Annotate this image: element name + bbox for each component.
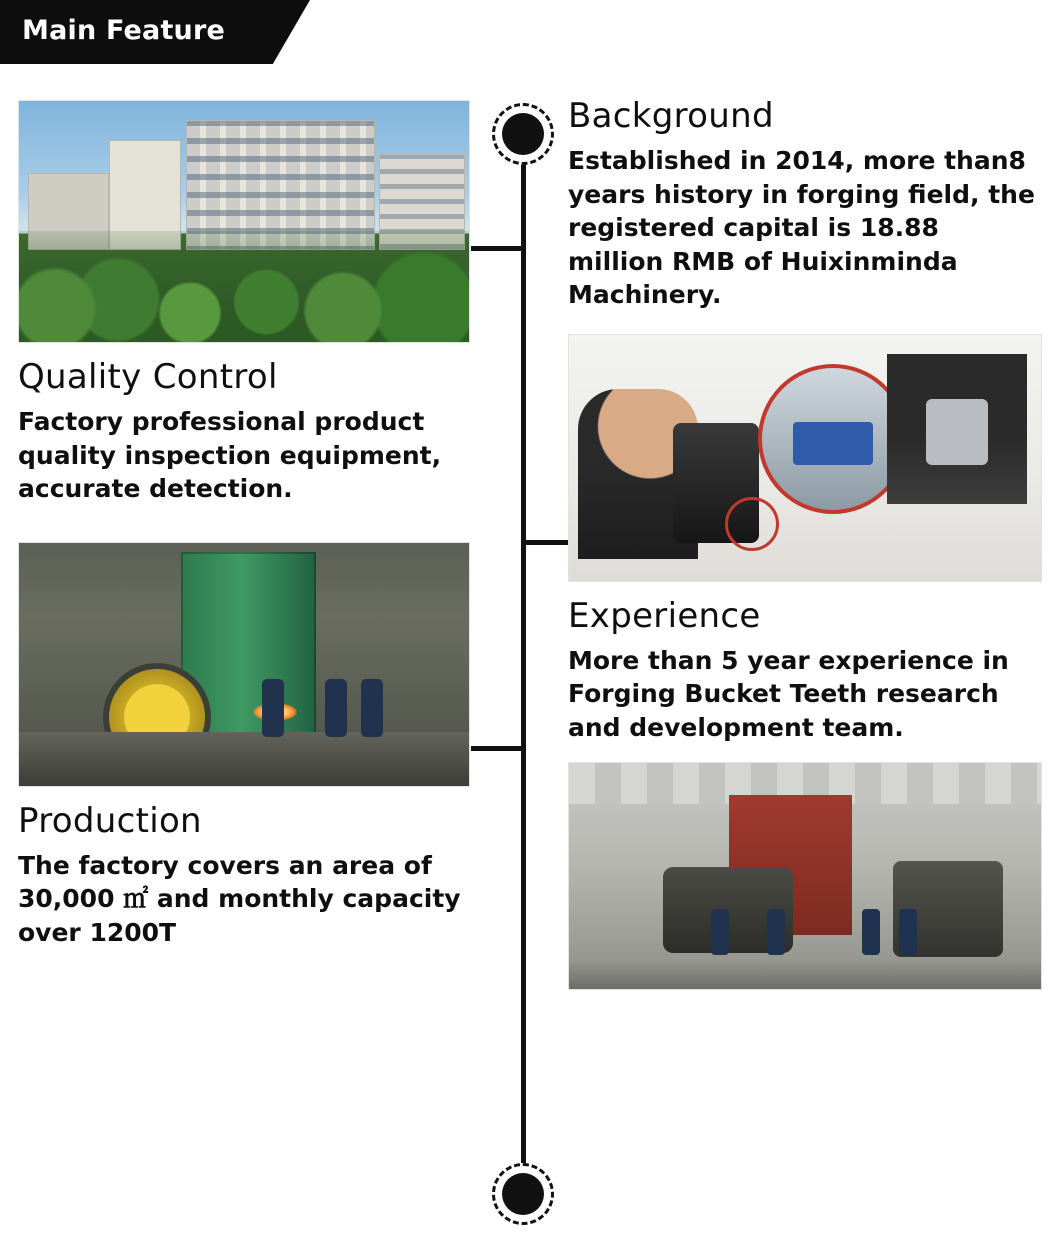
- right-column: [568, 96, 1042, 990]
- production-heading: Production: [18, 800, 202, 841]
- timeline-node-bottom: [492, 1163, 554, 1225]
- quality-control-text: Factory professional product quality inspection equipment, accurate detection.: [18, 407, 442, 503]
- experience-text: More than 5 year experience in Forging Bucket Teeth research and development team.: [568, 645, 1009, 742]
- left-column: [18, 100, 470, 949]
- main-feature-banner: [0, 0, 310, 64]
- office-building-photo: [18, 100, 470, 343]
- background-heading: Background: [568, 96, 774, 136]
- timeline-line: [521, 120, 526, 1190]
- experience-block: [568, 596, 1042, 745]
- factory-workshop-photo: [568, 762, 1042, 990]
- timeline-tick-left-1: [471, 246, 523, 251]
- timeline-tick-right-1: [521, 540, 573, 545]
- quality-control-heading: Quality Control: [18, 357, 278, 397]
- quality-inspection-photo: [568, 334, 1042, 582]
- production-text: The factory covers an area of 30,000 ㎡ and monthly capacity over 1200T: [18, 850, 461, 947]
- timeline-node-top: [492, 103, 554, 165]
- experience-heading: Experience: [568, 595, 761, 636]
- production-block: [18, 801, 470, 950]
- quality-control-block: [18, 357, 470, 506]
- forging-press-photo: [18, 542, 470, 787]
- background-text: Established in 2014, more than8 years history in forging field, the registered capital is 18.88 million RMB of Huixinminda Machinery.: [568, 146, 1035, 309]
- timeline-tick-left-2: [471, 746, 523, 751]
- banner-label: Main Feature: [22, 15, 226, 46]
- background-block: [568, 96, 1042, 312]
